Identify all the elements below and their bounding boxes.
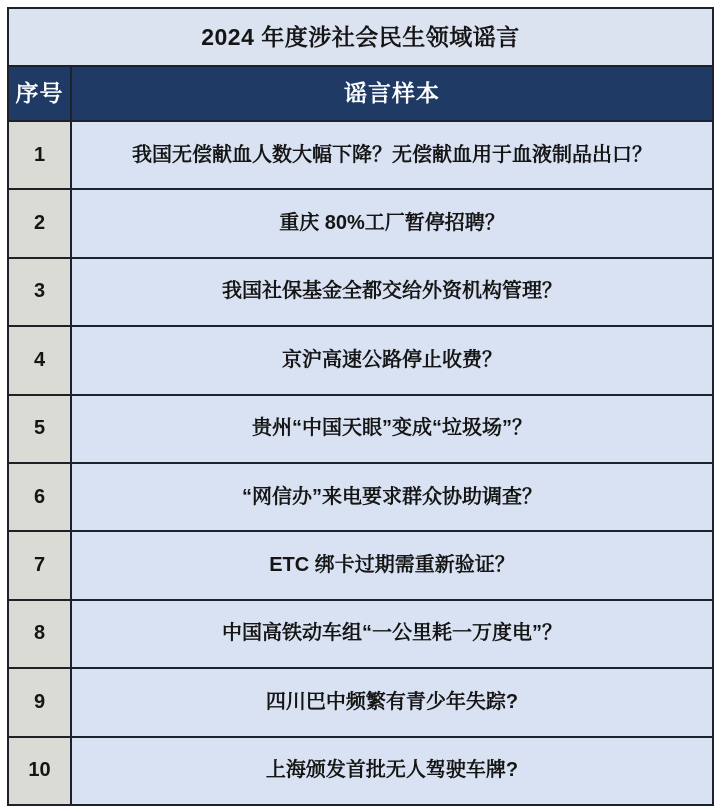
table-row-6-sample: “网信办”来电要求群众协助调查？ [72, 464, 712, 530]
table-row-9-sample: 四川巴中频繁有青少年失踪? [72, 669, 712, 735]
table-row-3-index: 3 [9, 259, 70, 325]
column-header-sample: 谣言样本 [72, 67, 712, 120]
table-row-10-sample: 上海颁发首批无人驾驶车牌? [72, 738, 712, 804]
table-row-3-sample: 我国社保基金全都交给外资机构管理？ [72, 259, 712, 325]
table-row-5-sample: 贵州“中国天眼”变成“垃圾场”？ [72, 396, 712, 462]
table-row-8-sample: 中国高铁动车组“一公里耗一万度电”？ [72, 601, 712, 667]
table-row-4-index: 4 [9, 327, 70, 393]
table-row-5-index: 5 [9, 396, 70, 462]
table-row-9-index: 9 [9, 669, 70, 735]
table-row-8-index: 8 [9, 601, 70, 667]
rumor-table [7, 7, 714, 806]
table-row-7-index: 7 [9, 532, 70, 598]
table-row-1-index: 1 [9, 122, 70, 188]
table-row-2-sample: 重庆 80%工厂暂停招聘？ [72, 190, 712, 256]
table-title: 2024 年度涉社会民生领域谣言 [9, 9, 712, 65]
column-header-index: 序号 [9, 67, 70, 120]
table-row-10-index: 10 [9, 738, 70, 804]
table-row-6-index: 6 [9, 464, 70, 530]
table-row-7-sample: ETC 绑卡过期需重新验证？ [72, 532, 712, 598]
table-row-4-sample: 京沪高速公路停止收费？ [72, 327, 712, 393]
table-row-1-sample: 我国无偿献血人数大幅下降？无偿献血用于血液制品出口？ [72, 122, 712, 188]
table-row-2-index: 2 [9, 190, 70, 256]
